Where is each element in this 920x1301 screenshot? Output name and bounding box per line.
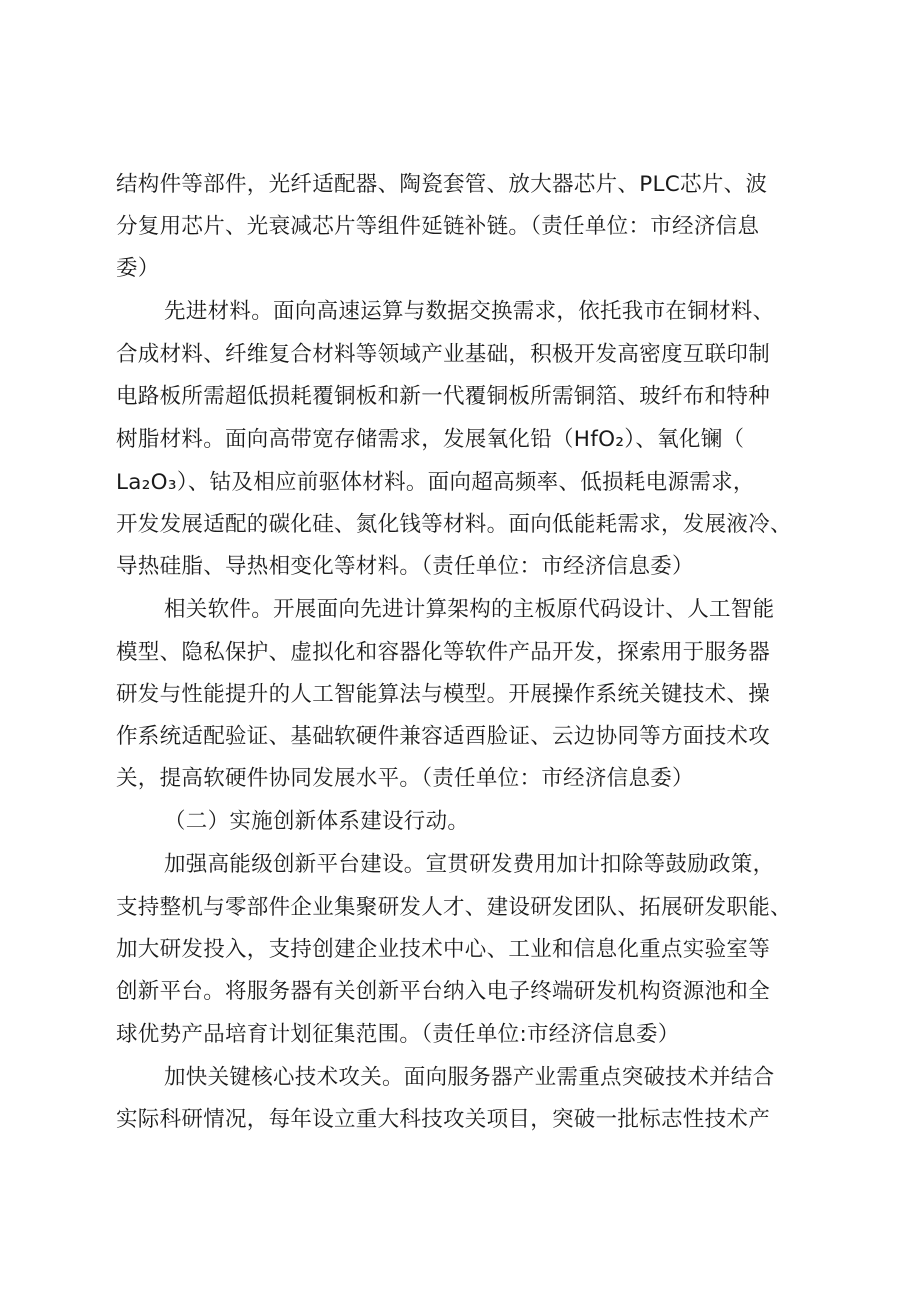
- text-line: 开发发展适配的碳化硅、氮化钱等材料。面向低能耗需求，发展液冷、: [116, 512, 792, 537]
- text-line: La₂O₃）、钴及相应前驱体材料。面向超高频率、低损耗电源需求，: [116, 470, 755, 495]
- text-line: 支持整机与零部件企业集聚研发人才、建设研发团队、拓展研发职能、: [116, 895, 792, 920]
- text-line: 创新平台。将服务器有关创新平台纳入电子终端研发机构资源池和全: [116, 979, 771, 1004]
- text-line: 分复用芯片、光衰减芯片等组件延链补链。（责任单位：市经济信息: [116, 214, 760, 239]
- text-line: 实际科研情况，每年设立重大科技攻关项目，突破一批标志性技术产: [116, 1107, 771, 1132]
- paragraph-first-line: 加强高能级创新平台建设。宣贯研发费用加计扣除等鼓励政策，: [164, 852, 775, 877]
- text-line: 电路板所需超低损耗覆铜板和新一代覆铜板所需铜箔、玻纤布和特种: [116, 384, 771, 409]
- text-line: 委）: [116, 256, 160, 281]
- text-line: 球优势产品培育计划征集范围。（责任单位:市经济信息委）: [116, 1022, 680, 1047]
- text-line: 加大研发投入，支持创建企业技术中心、工业和信息化重点实验室等: [116, 937, 771, 962]
- text-line: 模型、隐私保护、虚拟化和容器化等软件产品开发，探索用于服务器: [116, 640, 771, 665]
- text-line: 导热硅脂、导热相变化等材料。（责任单位：市经济信息委）: [116, 554, 694, 579]
- text-line: 研发与性能提升的人工智能算法与模型。开展操作系统关键技术、操: [116, 682, 771, 707]
- text-line: 关，提高软硬件协同发展水平。（责任单位：市经济信息委）: [116, 766, 694, 791]
- paragraph-first-line: 先进材料。面向高速运算与数据交换需求，依托我市在铜材料、: [164, 299, 775, 324]
- text-line: 作系统适配验证、基础软硬件兼容适酉脸证、云边协同等方面技术攻: [116, 724, 771, 749]
- text-line: 结构件等部件，光纤适配器、陶瓷套管、放大器芯片、PLC芯片、波: [116, 172, 768, 197]
- paragraph-first-line: 加快关键核心技术攻关。面向服务器产业需重点突破技术并结合: [164, 1065, 775, 1090]
- text-line: 合成材料、纤维复合材料等领域产业基础，积极开发高密度互联印制: [116, 342, 771, 367]
- section-heading: （二）实施创新体系建设行动。: [164, 809, 470, 834]
- paragraph-first-line: 相关软件。开展面向先进计算架构的主板原代码设计、人工智能: [164, 597, 775, 622]
- text-line: 树脂材料。面向高带宽存储需求，发展氧化铅（HfO₂）、氧化镧（: [116, 427, 745, 452]
